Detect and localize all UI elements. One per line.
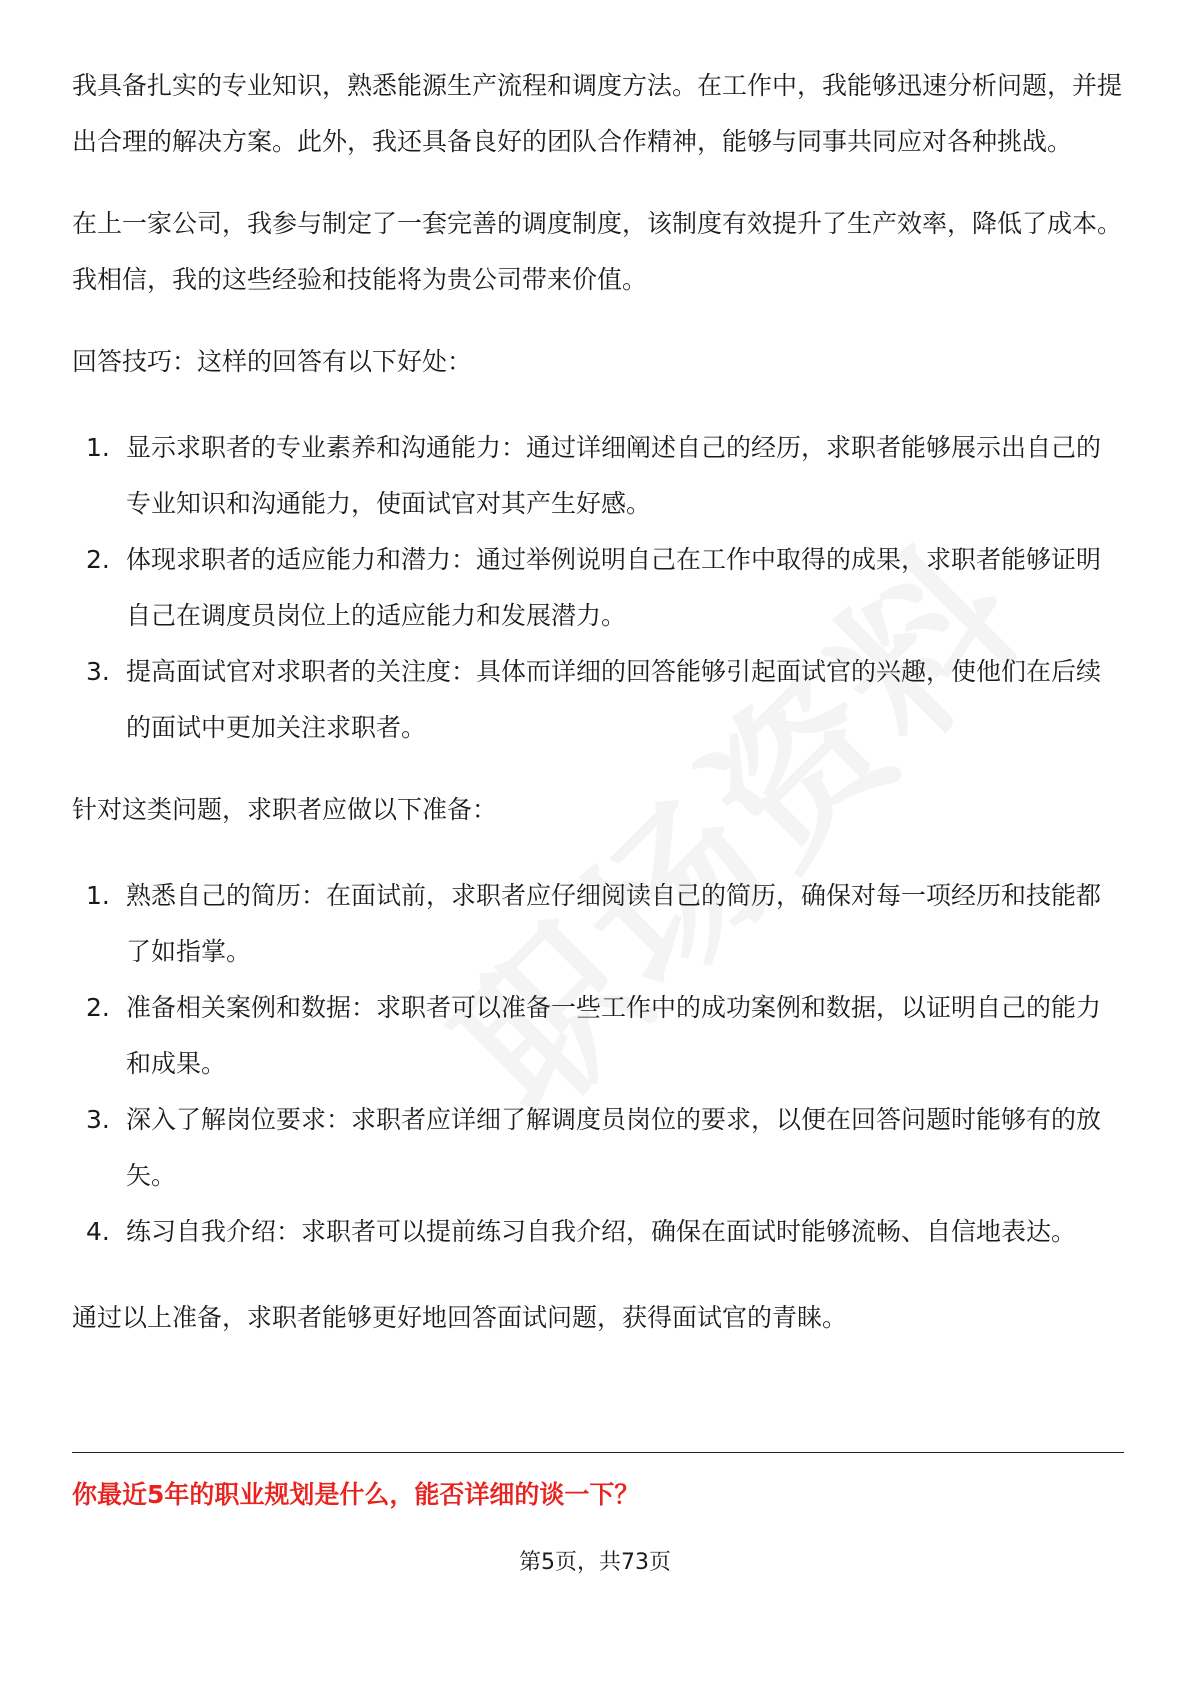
page-number: 第5页，共73页 [519,1550,671,1575]
preparation-list [72,868,1124,1260]
section-divider [72,1452,1124,1453]
list-item: 2. 准备相关案例和数据：求职者可以准备一些工作中的成功案例和数据，以证明自己的能力和成果。 [86,993,1102,1078]
benefits-list [72,420,1124,756]
list-item: 3. 深入了解岗位要求：求职者应详细了解调度员岗位的要求，以便在回答问题时能够有的放矢。 [86,1105,1102,1190]
document-body [72,58,1124,1346]
paragraph-skills: 我具备扎实的专业知识，熟悉能源生产流程和调度方法。在工作中，我能够迅速分析问题，并提出合理的解决方案。此外，我还具备良好的团队合作精神，能够与同事共同应对各种挑战。 [72,71,1123,156]
paragraph-experience: 在上一家公司，我参与制定了一套完善的调度制度，该制度有效提升了生产效率，降低了成本。我相信，我的这些经验和技能将为贵公司带来价值。 [72,209,1123,294]
list-item: 3. 提高面试官对求职者的关注度：具体而详细的回答能够引起面试官的兴趣，使他们在后续的面试中更加关注求职者。 [86,657,1102,742]
paragraph-conclusion: 通过以上准备，求职者能够更好地回答面试问题，获得面试官的青睐。 [72,1303,848,1332]
list-item: 1. 熟悉自己的简历：在面试前，求职者应仔细阅读自己的简历，确保对每一项经历和技能都了如指掌。 [86,881,1102,966]
list-item: 4. 练习自我介绍：求职者可以提前练习自我介绍，确保在面试时能够流畅、自信地表达。 [86,1217,1077,1246]
list-item: 1. 显示求职者的专业素养和沟通能力：通过详细阐述自己的经历，求职者能够展示出自己的专业知识和沟通能力，使面试官对其产生好感。 [86,433,1102,518]
next-question-heading: 你最近5年的职业规划是什么，能否详细的谈一下？ [72,1480,640,1509]
paragraph-tips-heading: 回答技巧：这样的回答有以下好处： [72,347,473,376]
paragraph-prep-heading: 针对这类问题，求职者应做以下准备： [72,795,498,824]
list-item: 2. 体现求职者的适应能力和潜力：通过举例说明自己在工作中取得的成果，求职者能够证明自己在调度员岗位上的适应能力和发展潜力。 [86,545,1102,630]
